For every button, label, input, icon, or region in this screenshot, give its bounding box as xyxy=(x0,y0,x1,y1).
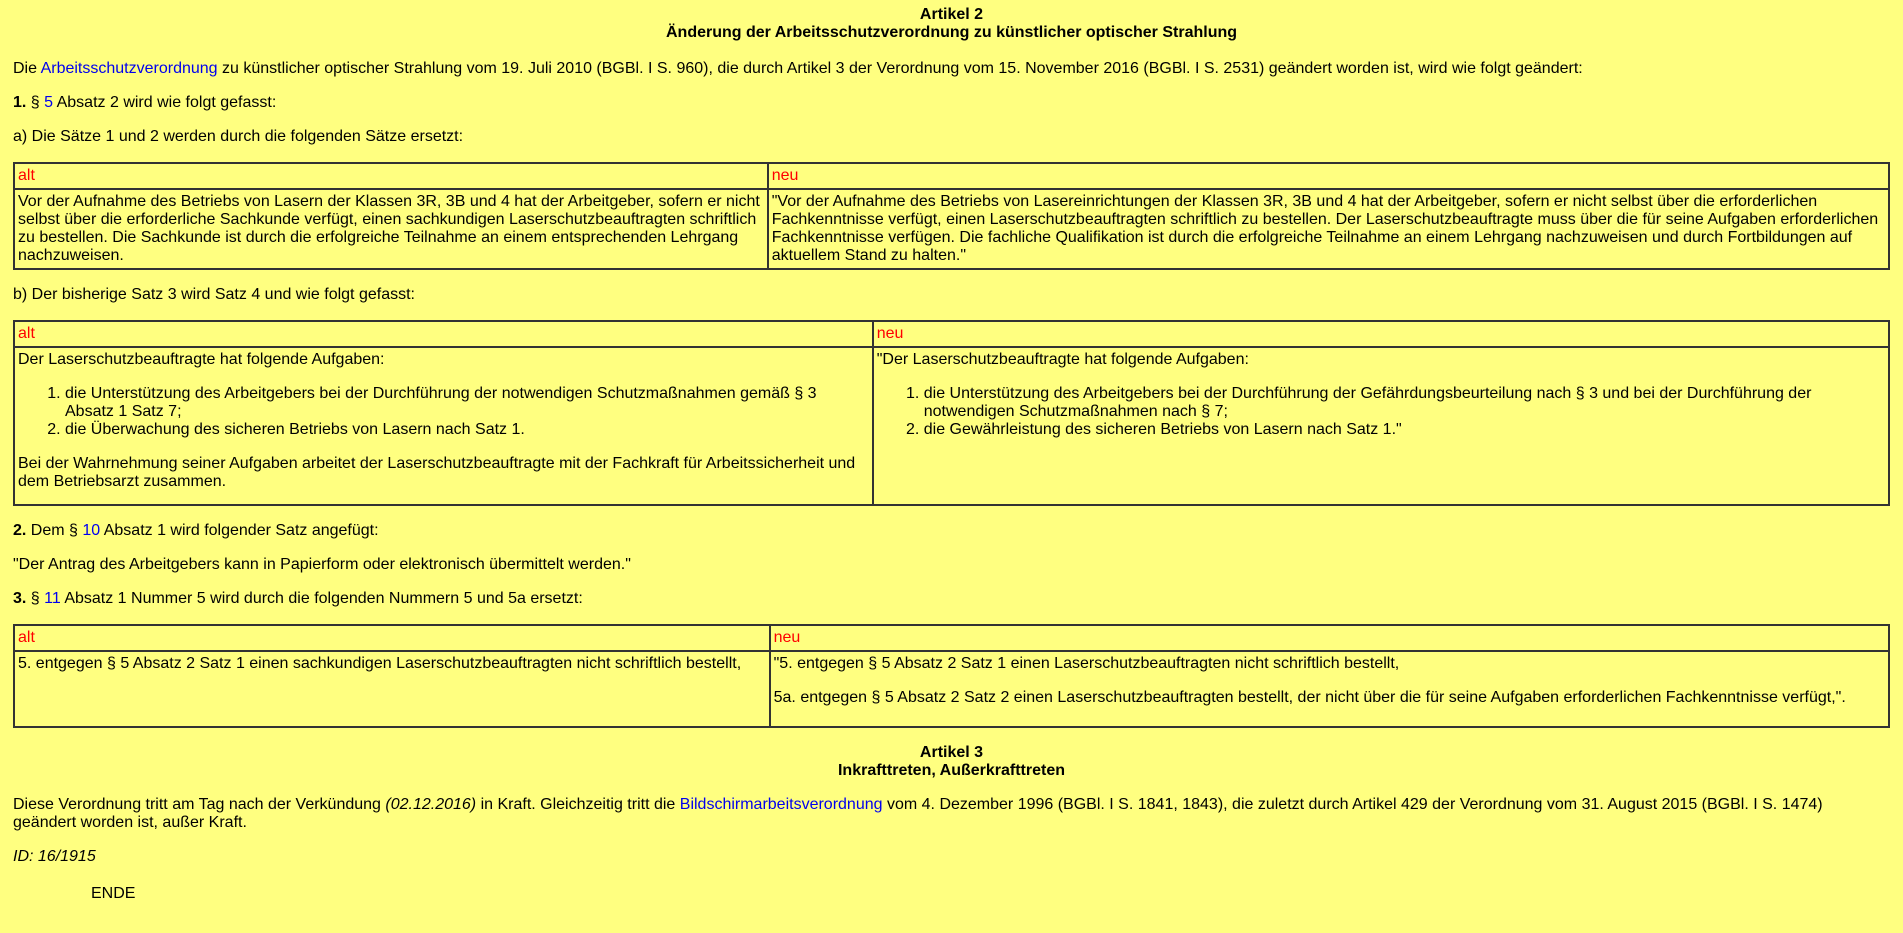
list-item: 2. die Überwachung des sicheren Betriebs von Lasern nach Satz 1. xyxy=(65,421,869,439)
comparison-table-2 xyxy=(13,320,1890,506)
alt-cell: 5. entgegen § 5 Absatz 2 Satz 1 einen sachkundigen Laserschutzbeauftragten nicht schriftlich bestellt, xyxy=(14,651,770,727)
article-3-subtitle: Inkrafttreten, Außerkrafttreten xyxy=(837,762,1065,779)
item-1a: a) Die Sätze 1 und 2 werden durch die folgenden Sätze ersetzt: xyxy=(13,128,464,145)
comparison-table-3 xyxy=(13,624,1890,728)
article-3-heading xyxy=(13,744,1890,780)
neu-header: neu xyxy=(768,163,1889,189)
list-item: 2. die Gewährleistung des sicheren Betriebs von Lasern nach Satz 1." xyxy=(924,421,1885,439)
end-marker: ENDE xyxy=(91,885,136,902)
link-paragraph-10[interactable]: 10 xyxy=(82,522,101,539)
neu-task-list xyxy=(877,385,1885,439)
list-item: 1. die Unterstützung des Arbeitgebers bei der Durchführung der Gefährdungsbeurteilung nach § 3 und bei der Durchführung der notwendigen Schutzmaßnahmen nach § 7; xyxy=(924,385,1885,421)
link-paragraph-11[interactable]: 11 xyxy=(44,590,61,607)
link-arbeitsschutzverordnung[interactable]: Arbeitsschutzverordnung xyxy=(40,60,218,77)
item-2: 2. Dem § 10 Absatz 1 wird folgender Satz angefügt: xyxy=(13,522,379,539)
neu-header: neu xyxy=(873,321,1889,347)
link-bildschirmarbeitsverordnung[interactable]: Bildschirmarbeitsverordnung xyxy=(679,796,883,813)
neu-cell: "5. entgegen § 5 Absatz 2 Satz 1 einen Laserschutzbeauftragten nicht schriftlich bestellt, 5a. entgegen § 5 Absatz 2 Satz 2 einen Laserschutzbeauftragten bestellt, der nicht über die für seine Aufgaben erforderlichen Fachkenntnisse verfügt,". xyxy=(770,651,1889,727)
item-1: 1. § 5 Absatz 2 wird wie folgt gefasst: xyxy=(13,94,277,111)
article-3-text: Diese Verordnung tritt am Tag nach der Verkündung (02.12.2016) in Kraft. Gleichzeitig tritt die Bildschirmarbeitsverordnung vom 4. Dezember 1996 (BGBl. I S. 1841, 1843), die zuletzt durch Artikel 429 der Verordnung vom 31. August 2015 (BGBl. I S. 1474) geändert worden ist, außer Kraft. xyxy=(13,796,1823,831)
comparison-table-1 xyxy=(13,162,1890,270)
article-2-title: Artikel 2 xyxy=(919,6,984,23)
item-3: 3. § 11 Absatz 1 Nummer 5 wird durch die folgenden Nummern 5 und 5a ersetzt: xyxy=(13,590,583,607)
item-2-quote: "Der Antrag des Arbeitgebers kann in Papierform oder elektronisch übermittelt werden." xyxy=(13,556,631,573)
item-1b: b) Der bisherige Satz 3 wird Satz 4 und wie folgt gefasst: xyxy=(13,286,415,303)
neu-cell: "Der Laserschutzbeauftragte hat folgende Aufgaben: 1. die Unterstützung des Arbeitgebers bei der Durchführung der Gefährdungsbeurteilung nach § 3 und bei der Durchführung der notwendigen Schutzmaßnahmen nach § 7; 2. die Gewährleistung des sicheren Betriebs von Lasern nach Satz 1." xyxy=(873,347,1889,505)
article-2-intro: Die Arbeitsschutzverordnung zu künstlicher optischer Strahlung vom 19. Juli 2010 (BGBl. I S. 960), die durch Artikel 3 der Verordnung vom 15. November 2016 (BGBl. I S. 2531) geändert worden ist, wird wie folgt geändert: xyxy=(13,60,1583,77)
alt-task-list xyxy=(18,385,869,439)
neu-cell: "Vor der Aufnahme des Betriebs von Lasereinrichtungen der Klassen 3R, 3B und 4 hat der Arbeitgeber, sofern er nicht selbst über die erforderlichen Fachkenntnisse verfügt, einen Laserschutzbeauftragten schriftlich zu bestellen. Der Laserschutzbeauftragte muss über die für seine Aufgaben erforderlichen Fachkenntnisse verfügen. Die fachliche Qualifikation ist durch die erfolgreiche Teilnahme an einem Lehrgang nachzuweisen und durch Fortbildungen auf aktuellem Stand zu halten." xyxy=(768,189,1889,269)
link-paragraph-5[interactable]: 5 xyxy=(44,94,54,111)
alt-header: alt xyxy=(14,321,873,347)
alt-header: alt xyxy=(14,625,770,651)
article-2-heading xyxy=(13,6,1890,42)
document-id: ID: 16/1915 xyxy=(13,848,96,865)
neu-header: neu xyxy=(770,625,1889,651)
list-item: 1. die Unterstützung des Arbeitgebers bei der Durchführung der notwendigen Schutzmaßnahmen gemäß § 3 Absatz 1 Satz 7; xyxy=(65,385,869,421)
alt-cell: Der Laserschutzbeauftragte hat folgende Aufgaben: 1. die Unterstützung des Arbeitgebers bei der Durchführung der notwendigen Schutzmaßnahmen gemäß § 3 Absatz 1 Satz 7; 2. die Überwachung des sicheren Betriebs von Lasern nach Satz 1. Bei der Wahrnehmung seiner Aufgaben arbeitet der Laserschutzbeauftragte mit der Fachkraft für Arbeitssicherheit und dem Betriebsarzt zusammen. xyxy=(14,347,873,505)
alt-header: alt xyxy=(14,163,768,189)
alt-cell: Vor der Aufnahme des Betriebs von Lasern der Klassen 3R, 3B und 4 hat der Arbeitgeber, sofern er nicht selbst über die erforderliche Sachkunde verfügt, einen sachkundigen Laserschutzbeauftragten schriftlich zu bestellen. Die Sachkunde ist durch die erfolgreiche Teilnahme an einem entsprechenden Lehrgang nachzuweisen. xyxy=(14,189,768,269)
article-2-subtitle: Änderung der Arbeitsschutzverordnung zu künstlicher optischer Strahlung xyxy=(665,24,1238,41)
article-3-title: Artikel 3 xyxy=(919,744,984,761)
